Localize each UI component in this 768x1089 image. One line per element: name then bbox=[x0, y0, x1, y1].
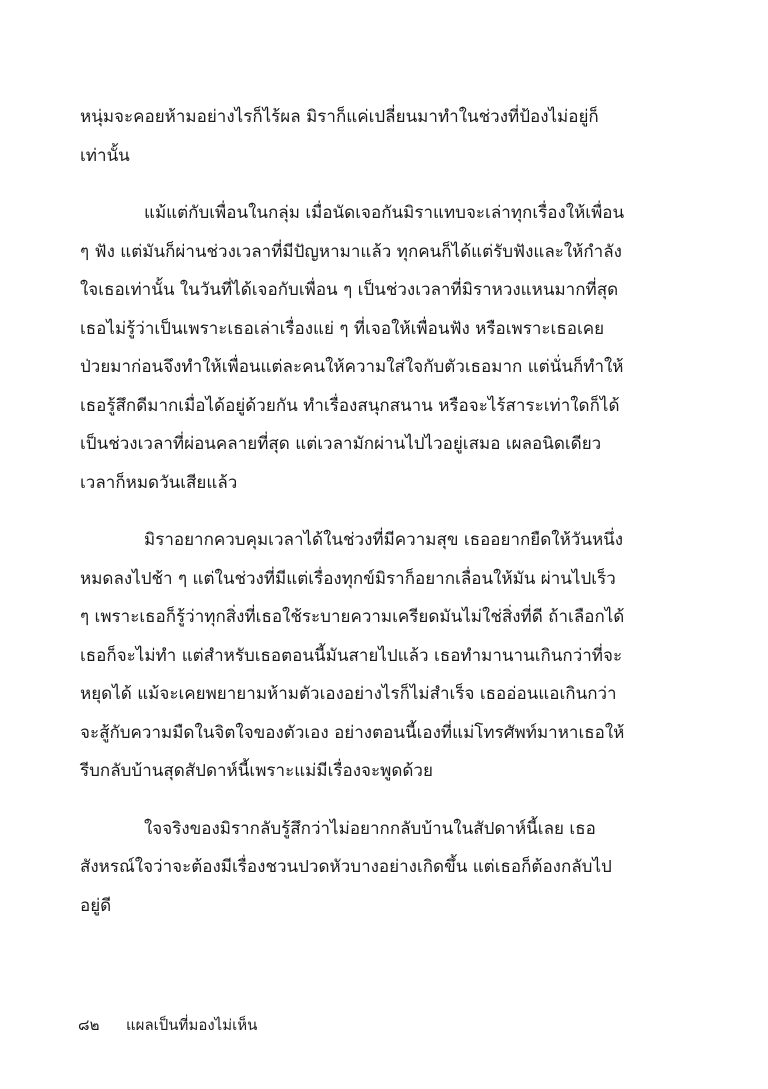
text-line: หยุดได้ แม้จะเคยพยายามห้ามตัวเองอย่างไรก็ไม่สำเร็จ เธออ่อนแอเกินกว่า bbox=[80, 684, 617, 704]
paragraph-1 bbox=[80, 98, 640, 175]
text-line: อยู่ดี bbox=[80, 895, 112, 916]
page-number: ๘๒ bbox=[78, 1016, 100, 1034]
text-line: รีบกลับบ้านสุดสัปดาห์นี้เพราะแม่มีเรื่องจะพูดด้วย bbox=[80, 761, 433, 781]
paragraph-gap bbox=[80, 502, 640, 521]
text-line: หนุ่มจะคอยห้ามอย่างไรก็ไร้ผล มิราก็แค่เปลี่ยนมาทำในช่วงที่ป้องไม่อยู่ก็ bbox=[80, 107, 599, 127]
paragraph-gap bbox=[80, 175, 640, 194]
text-line: เท่านั้น bbox=[80, 145, 130, 166]
page-footer bbox=[78, 1014, 257, 1036]
text-line: เธอก็จะไม่ทำ แต่สำหรับเธอตอนนี้มันสายไปแล้ว เธอทำมานานเกินกว่าที่จะ bbox=[80, 645, 623, 666]
body-text bbox=[80, 98, 640, 925]
text-line: ใจจริงของมิรากลับรู้สึกว่าไม่อยากกลับบ้านในสัปดาห์นี้เลย เธอ bbox=[144, 818, 596, 839]
text-line: เธอไม่รู้ว่าเป็นเพราะเธอเล่าเรื่องแย่ ๆ ที่เจอให้เพื่อนฟัง หรือเพราะเธอเคย bbox=[80, 318, 605, 339]
text-line: เธอรู้สึกดีมากเมื่อได้อยู่ด้วยกัน ทำเรื่องสนุกสนาน หรือจะไร้สาระเท่าใดก็ได้ bbox=[80, 395, 620, 416]
paragraph-4 bbox=[80, 810, 640, 926]
text-line: ป่วยมาก่อนจึงทำให้เพื่อนแต่ละคนให้ความใส่ใจกับตัวเธอมาก แต่นั่นก็ทำให้ bbox=[80, 357, 624, 377]
text-line: หมดลงไปช้า ๆ แต่ในช่วงที่มีแต่เรื่องทุกข์มิราก็อยากเลื่อนให้มัน ผ่านไปเร็ว bbox=[80, 568, 616, 589]
paragraph-3 bbox=[80, 521, 640, 791]
paragraph-gap bbox=[80, 791, 640, 810]
text-line: เป็นช่วงเวลาที่ผ่อนคลายที่สุด แต่เวลามักผ่านไปไวอยู่เสมอ เผลอนิดเดียว bbox=[80, 434, 602, 454]
text-line: แม้แต่กับเพื่อนในกลุ่ม เมื่อนัดเจอกันมิราแทบจะเล่าทุกเรื่องให้เพื่อน bbox=[144, 203, 625, 223]
text-line: ๆ ฟัง แต่มันก็ผ่านช่วงเวลาที่มีปัญหามาแล้ว ทุกคนก็ได้แต่รับฟังและให้กำลัง bbox=[80, 241, 622, 262]
text-line: ๆ เพราะเธอก็รู้ว่าทุกสิ่งที่เธอใช้ระบายความเครียดมันไม่ใช่สิ่งที่ดี ถ้าเลือกได้ bbox=[80, 607, 625, 627]
text-line: เวลาก็หมดวันเสียแล้ว bbox=[80, 472, 238, 493]
paragraph-2 bbox=[80, 194, 640, 502]
text-line: จะสู้กับความมืดในจิตใจของตัวเอง อย่างตอนนี้เองที่แม่โทรศัพท์มาหาเธอให้ bbox=[80, 722, 625, 743]
running-title: แผลเป็นที่มองไม่เห็น bbox=[126, 1016, 258, 1034]
text-line: ใจเธอเท่านั้น ในวันที่ได้เจอกับเพื่อน ๆ เป็นช่วงเวลาที่มิราหวงแหนมากที่สุด bbox=[80, 280, 619, 300]
text-line: มิราอยากควบคุมเวลาได้ในช่วงที่มีความสุข เธออยากยืดให้วันหนึ่ง bbox=[144, 530, 624, 550]
text-line: สังหรณ์ใจว่าจะต้องมีเรื่องชวนปวดหัวบางอย่างเกิดขึ้น แต่เธอก็ต้องกลับไป bbox=[80, 857, 612, 877]
